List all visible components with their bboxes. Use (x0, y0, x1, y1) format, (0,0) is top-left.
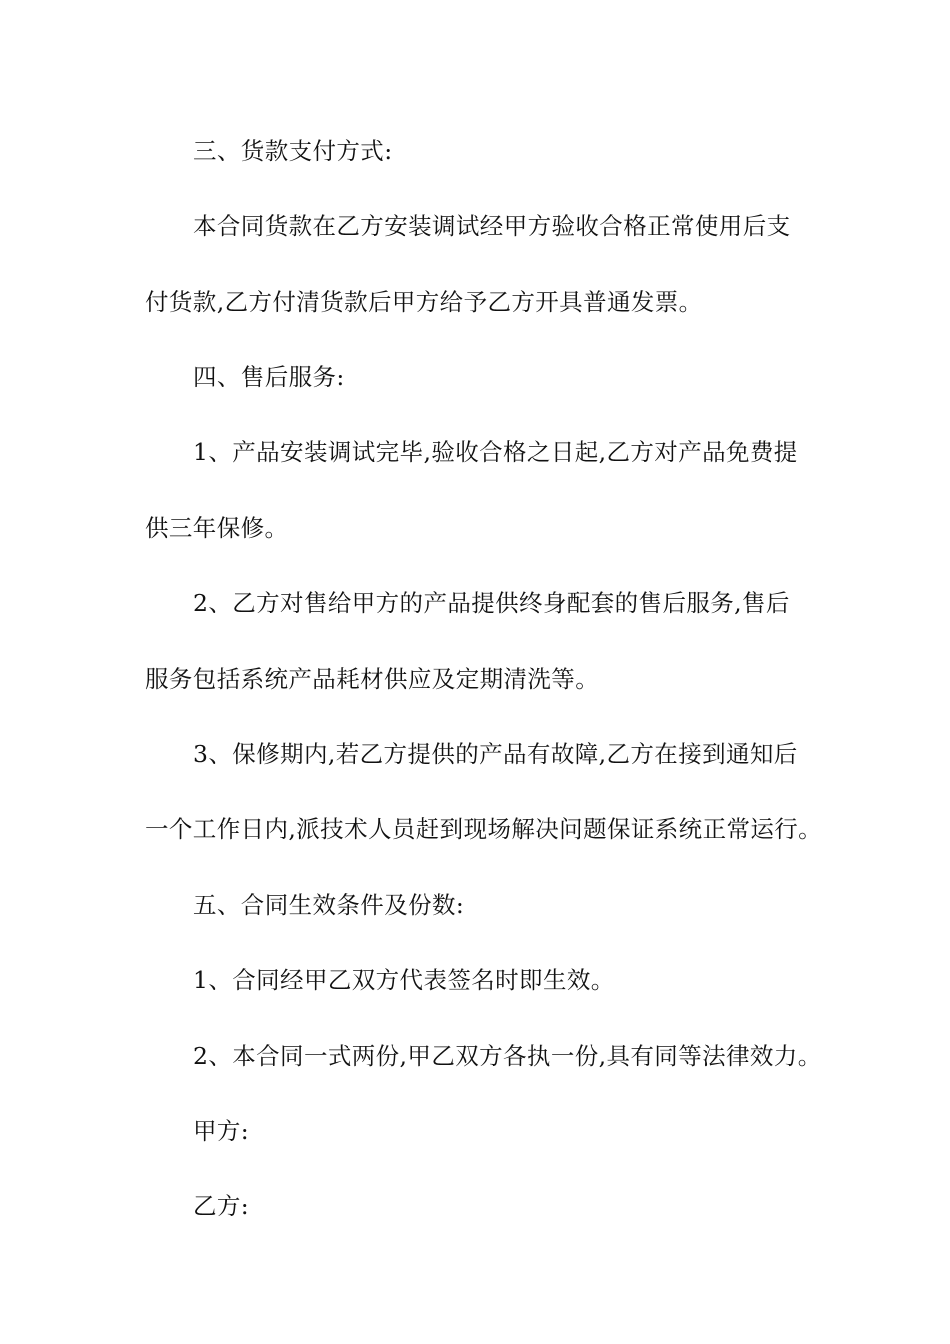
section-3-heading: 三、货款支付方式: (193, 137, 393, 165)
service-item-1-line-2: 供三年保修。 (145, 514, 289, 542)
party-a-signature-line: 甲方: (193, 1117, 250, 1145)
service-item-3-line-1: 3、保修期内,若乙方提供的产品有故障,乙方在接到通知后 (193, 740, 798, 768)
service-item-2-line-2: 服务包括系统产品耗材供应及定期清洗等。 (145, 665, 600, 693)
party-b-signature-line: 乙方: (193, 1192, 250, 1220)
service-item-3-line-2: 一个工作日内,派技术人员赶到现场解决问题保证系统正常运行。 (145, 815, 823, 843)
section-5-heading: 五、合同生效条件及份数: (193, 891, 465, 919)
payment-paragraph-line-1: 本合同货款在乙方安装调试经甲方验收合格正常使用后支 (193, 212, 791, 240)
effect-item-2: 2、本合同一式两份,甲乙双方各执一份,具有同等法律效力。 (193, 1042, 822, 1070)
effect-item-1: 1、合同经甲乙双方代表签名时即生效。 (193, 966, 615, 994)
payment-paragraph-line-2: 付货款,乙方付清货款后甲方给予乙方开具普通发票。 (145, 288, 703, 316)
service-item-1-line-1: 1、产品安装调试完毕,验收合格之日起,乙方对产品免费提 (193, 438, 798, 466)
service-item-2-line-1: 2、乙方对售给甲方的产品提供终身配套的售后服务,售后 (193, 589, 790, 617)
section-4-heading: 四、售后服务: (193, 363, 345, 391)
